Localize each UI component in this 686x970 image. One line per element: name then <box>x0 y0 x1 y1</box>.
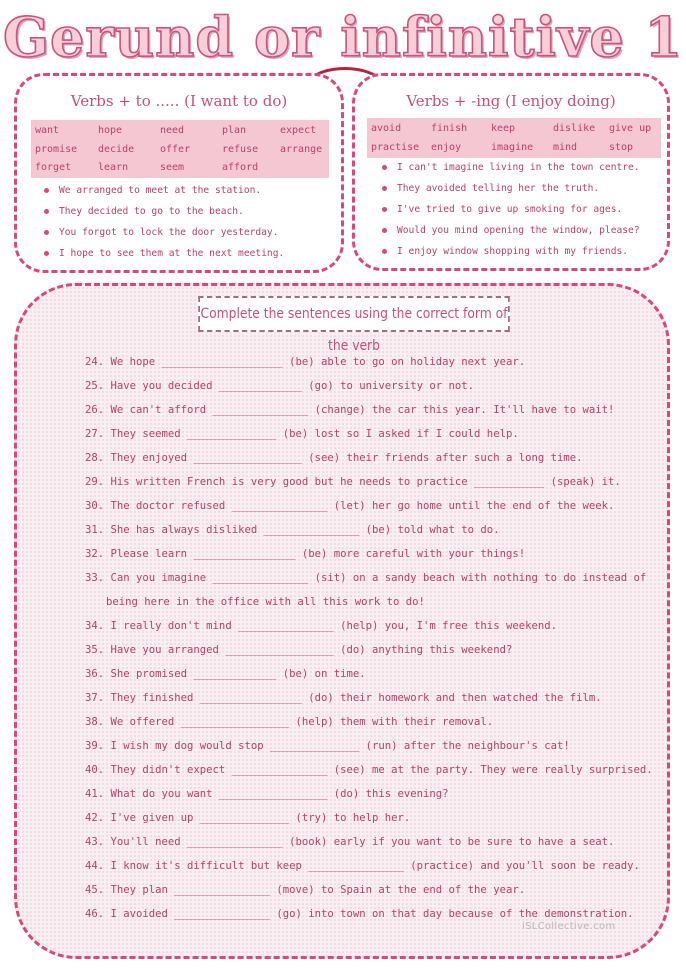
verb-item: expect <box>280 125 317 136</box>
exercise-line: 28. They enjoyed _________________ (see) their friends after such a long time. <box>85 452 583 464</box>
exercise-line: 36. She promised _____________ (be) on time. <box>85 668 366 680</box>
example-sentence: I hope to see them at the next meeting. <box>39 243 284 264</box>
exercise-line: 39. I wish my dog would stop ______________ (run) after the neighbour's cat! <box>85 740 570 752</box>
verb-item: enjoy <box>431 142 462 153</box>
exercise-line: 41. What do you want _________________ (do) this evening? <box>85 788 449 800</box>
verb-item: need <box>160 125 185 136</box>
verb-item: imagine <box>491 142 534 153</box>
infinitive-verb-list <box>31 120 329 178</box>
exercise-instructions: Complete the sentences using the correct form of the verb <box>198 296 510 332</box>
gerund-box <box>352 73 670 271</box>
verb-item: finish <box>431 123 468 134</box>
exercise-line: 37. They finished ________________ (do) their homework and then watched the film. <box>85 692 602 704</box>
exercise-line: 43. You'll need _______________ (book) early if you want to be sure to have a seat. <box>85 836 615 848</box>
infinitive-examples <box>39 180 284 264</box>
exercise-line: 40. They didn't expect _______________ (see) me at the party. They were really surprised. <box>85 764 653 776</box>
verb-item: forget <box>35 162 72 174</box>
example-sentence: They avoided telling her the truth. <box>377 178 640 199</box>
gerund-heading: Verbs + -ing (I enjoy doing) <box>406 92 616 110</box>
gerund-examples <box>377 157 640 262</box>
worksheet-title: Gerund or infinitive 1 <box>2 5 684 69</box>
verb-item: stop <box>609 142 634 153</box>
exercise-line: 46. I avoided _______________ (go) into town on that day because of the demonstration. <box>85 908 634 920</box>
verb-item: offer <box>160 143 191 155</box>
exercise-line: 26. We can't afford _______________ (change) the car this year. It'll have to wait! <box>85 404 615 416</box>
verb-item: dislike <box>553 123 596 134</box>
exercise-line: 31. She has always disliked _______________ (be) told what to do. <box>85 524 500 536</box>
example-sentence: I can't imagine living in the town centre. <box>377 157 640 178</box>
example-sentence: They decided to go to the beach. <box>39 201 284 222</box>
verb-item: mind <box>553 142 578 153</box>
verb-item: learn <box>98 162 129 174</box>
verb-item: afford <box>222 162 259 174</box>
exercise-line: 38. We offered _________________ (help) them with their removal. <box>85 716 494 728</box>
exercise-line: 34. I really don't mind _______________ (help) you, I'm free this weekend. <box>85 620 557 632</box>
example-sentence: Would you mind opening the window, please? <box>377 220 640 241</box>
verb-item: hope <box>98 125 123 136</box>
exercise-line: 42. I've given up ______________ (try) to help her. <box>85 812 411 824</box>
verb-item: want <box>35 125 60 136</box>
example-sentence: I enjoy window shopping with my friends. <box>377 241 640 262</box>
verb-item: avoid <box>371 123 402 134</box>
exercise-line: 25. Have you decided _____________ (go) to university or not. <box>85 380 475 392</box>
watermark: iSLCollective.com <box>522 921 616 932</box>
exercise-line: 30. The doctor refused _______________ (let) her go home until the end of the week. <box>85 500 615 512</box>
verb-item: arrange <box>280 143 323 155</box>
exercise-line: 45. They plan _______________ (move) to Spain at the end of the year. <box>85 884 526 896</box>
exercise-line: being here in the office with all this work to do! <box>106 596 425 608</box>
example-sentence: I've tried to give up smoking for ages. <box>377 199 640 220</box>
verb-item: keep <box>491 123 516 134</box>
exercise-line: 33. Can you imagine _______________ (sit) on a sandy beach with nothing to do instead of <box>85 572 647 584</box>
verb-item: refuse <box>222 143 259 155</box>
verb-item: seem <box>160 162 185 174</box>
exercise-line: 24. We hope ___________________ (be) able to go on holiday next year. <box>85 356 526 368</box>
infinitive-heading: Verbs + to ..... (I want to do) <box>70 92 288 110</box>
exercise-box <box>14 283 670 959</box>
exercise-line: 27. They seemed ______________ (be) lost so I asked if I could help. <box>85 428 519 440</box>
exercise-line: 32. Please learn ________________ (be) more careful with your things! <box>85 548 526 560</box>
verb-item: give up <box>609 123 652 134</box>
exercise-line: 35. Have you arranged _________________ (do) anything this weekend? <box>85 644 513 656</box>
exercise-line: 44. I know it's difficult but keep _______________ (practice) and you'll soon be ready. <box>85 860 640 872</box>
example-sentence: You forgot to lock the door yesterday. <box>39 222 284 243</box>
infinitive-box <box>14 73 344 273</box>
exercise-sentences <box>85 350 653 926</box>
verb-item: plan <box>222 125 247 136</box>
exercise-line: 29. His written French is very good but he needs to practice ___________ (speak) it. <box>85 476 621 488</box>
example-sentence: We arranged to meet at the station. <box>39 180 284 201</box>
verb-item: promise <box>35 143 78 155</box>
verb-item: practise <box>371 142 420 153</box>
verb-item: decide <box>98 143 135 155</box>
gerund-verb-list <box>367 118 661 158</box>
